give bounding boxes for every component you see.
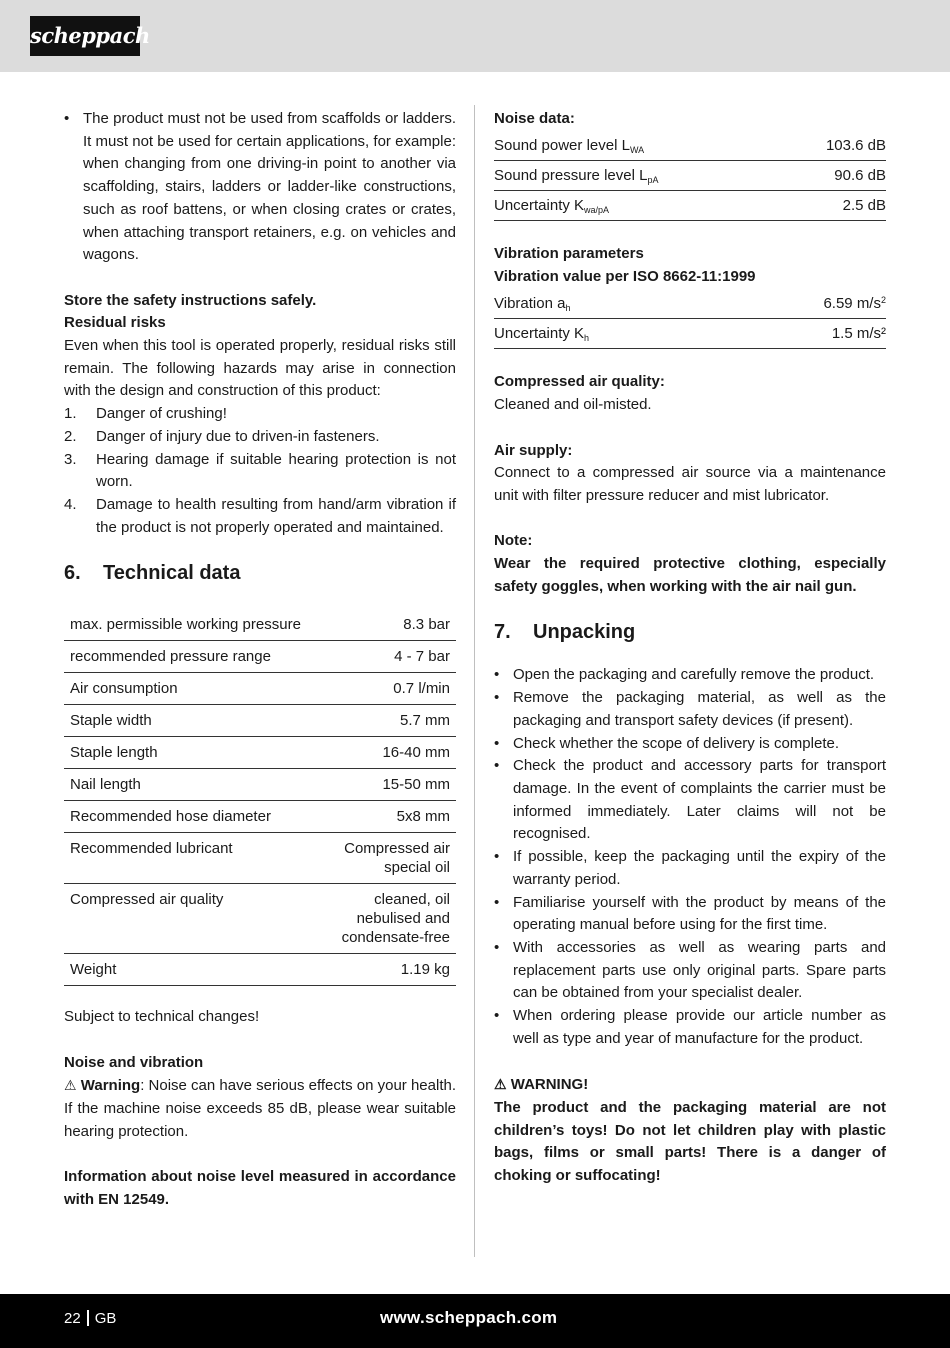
noise-warning: ⚠ Warning: Noise can have serious effects on your health. If the machine noise exceeds 85 dB, please wear suitable hearing protection.	[64, 1074, 456, 1143]
vibration-table	[494, 289, 886, 349]
air-quality-heading: Compressed air quality:	[494, 373, 665, 391]
table-row: Weight 1.19 kg	[64, 954, 456, 986]
noise-vibration-heading: Noise and vibration	[64, 1053, 204, 1071]
table-row: max. permissible working pressure 8.3 bar	[64, 609, 456, 641]
list-item: 3. Hearing damage if suitable hearing protection is not worn.	[64, 450, 456, 491]
table-row: Staple length 16-40 mm	[64, 737, 456, 769]
table-row: Vibration $a_h$ 6.59 $m/s^2$	[494, 289, 886, 319]
vibration-standard: Vibration value per ISO 8662-11:1999	[494, 268, 756, 286]
air-supply-text: Connect to a compressed air source via a maintenance unit with filter pressure reducer and mist lubricator.	[494, 464, 886, 504]
column-divider	[474, 105, 475, 1257]
noise-info: Information about noise level measured in accordance with EN 12549.	[64, 1168, 456, 1208]
table-row: Sound pressure level $L_{pA}$ 90.6 dB	[494, 160, 886, 190]
table-row: Uncertainty $K_{wa/pA}$ 2.5 dB	[494, 190, 886, 220]
section-heading-technical-data: 6. Technical data	[64, 562, 241, 585]
vibration-heading: Vibration parameters	[494, 245, 644, 263]
list-item: 4. Damage to health resulting from hand/arm vibration if the product is not properly operated and maintained.	[64, 495, 456, 536]
list-item: • When ordering please provide our article number as well as type and year of manufacture for the product.	[494, 1007, 886, 1047]
warning-heading: ⚠ WARNING!	[494, 1073, 886, 1097]
table-row: Sound power level $L_{WA}$ 103.6 dB	[494, 131, 886, 161]
scheppach-logo: scheppach	[30, 16, 140, 56]
table-row: Uncertainty $K_h$ 1.5 m/s²	[494, 318, 886, 348]
list-item: • Check whether the scope of delivery is complete.	[494, 734, 839, 752]
list-item: • If possible, keep the packaging until the expiry of the warranty period.	[494, 848, 886, 888]
warning-icon: ⚠	[494, 1076, 507, 1093]
bullet-mark: •	[64, 110, 70, 127]
list-item: 1. Danger of crushing!	[64, 405, 227, 423]
table-row: Compressed air quality cleaned, oil nebulised and condensate-free	[64, 884, 456, 954]
list-item: • Familiarise yourself with the product by means of the operating manual before using for the first time.	[494, 893, 886, 934]
children-warning-text: The product and the packaging material are not children’s toys! Do not let children play with plastic bags, films or small parts! There is a danger of choking or suffocating!	[494, 1098, 886, 1184]
bullet-text: The product must not be used from scaffolds or ladders. It must not be used for certain applications, for example: when changing from one driving-in point to another via scaffolding, stairs, ladders or ladder-like constructions, such as roof battens, or when closing crates or crates, when attaching transport retainers, e.g. on vehicles and wagons.	[83, 110, 456, 264]
residual-heading: Residual risks	[64, 314, 166, 332]
table-row: Nail length 15-50 mm	[64, 769, 456, 801]
scaffold-bullet	[64, 108, 456, 267]
residual-text: Even when this tool is operated properly, residual risks still remain. The following hazards may arise in connection with the design and construction of this product:	[64, 337, 456, 400]
table-row: Staple width 5.7 mm	[64, 705, 456, 737]
page-number: 22 GB	[64, 1310, 117, 1327]
air-supply-heading: Air supply:	[494, 441, 573, 459]
right-column	[494, 108, 886, 1188]
list-item: • Remove the packaging material, as well as the packaging and transport safety devices (if present).	[494, 689, 886, 729]
page-header	[0, 0, 950, 72]
subject-to-changes: Subject to technical changes!	[64, 1008, 260, 1026]
warning-icon: ⚠	[64, 1077, 77, 1094]
table-row: Recommended lubricant Compressed air special oil	[64, 833, 456, 884]
table-row: recommended pressure range 4 - 7 bar	[64, 641, 456, 673]
noise-data-heading: Noise data:	[494, 110, 575, 127]
store-heading: Store the safety instructions safely.	[64, 291, 317, 309]
section-heading-unpacking: 7. Unpacking	[494, 621, 636, 644]
list-item: • Open the packaging and carefully remove the product.	[494, 666, 875, 684]
note-text: Wear the required protective clothing, especially safety goggles, when working with the air nail gun.	[494, 555, 886, 595]
air-quality-text: Cleaned and oil-misted.	[494, 396, 652, 414]
noise-data-table	[494, 131, 886, 221]
list-item: • Check the product and accessory parts for transport damage. In the event of complaints the carrier must be informed immediately. Later claims will not be recognised.	[494, 757, 886, 843]
technical-data-table	[64, 609, 456, 986]
list-item: 2. Danger of injury due to driven-in fasteners.	[64, 427, 380, 445]
page-footer	[0, 1294, 950, 1348]
list-item: • With accessories as well as wearing parts and replacement parts use only original parts. Spare parts can be obtained from your specialist dealer.	[494, 938, 886, 1002]
table-row: Air consumption 0.7 l/min	[64, 673, 456, 705]
unpacking-list	[494, 664, 886, 1050]
left-column	[64, 108, 456, 1212]
table-row: Recommended hose diameter 5x8 mm	[64, 801, 456, 833]
note-heading: Note:	[494, 532, 533, 550]
website-url: www.scheppach.com	[380, 1308, 558, 1327]
risk-list	[64, 403, 456, 539]
